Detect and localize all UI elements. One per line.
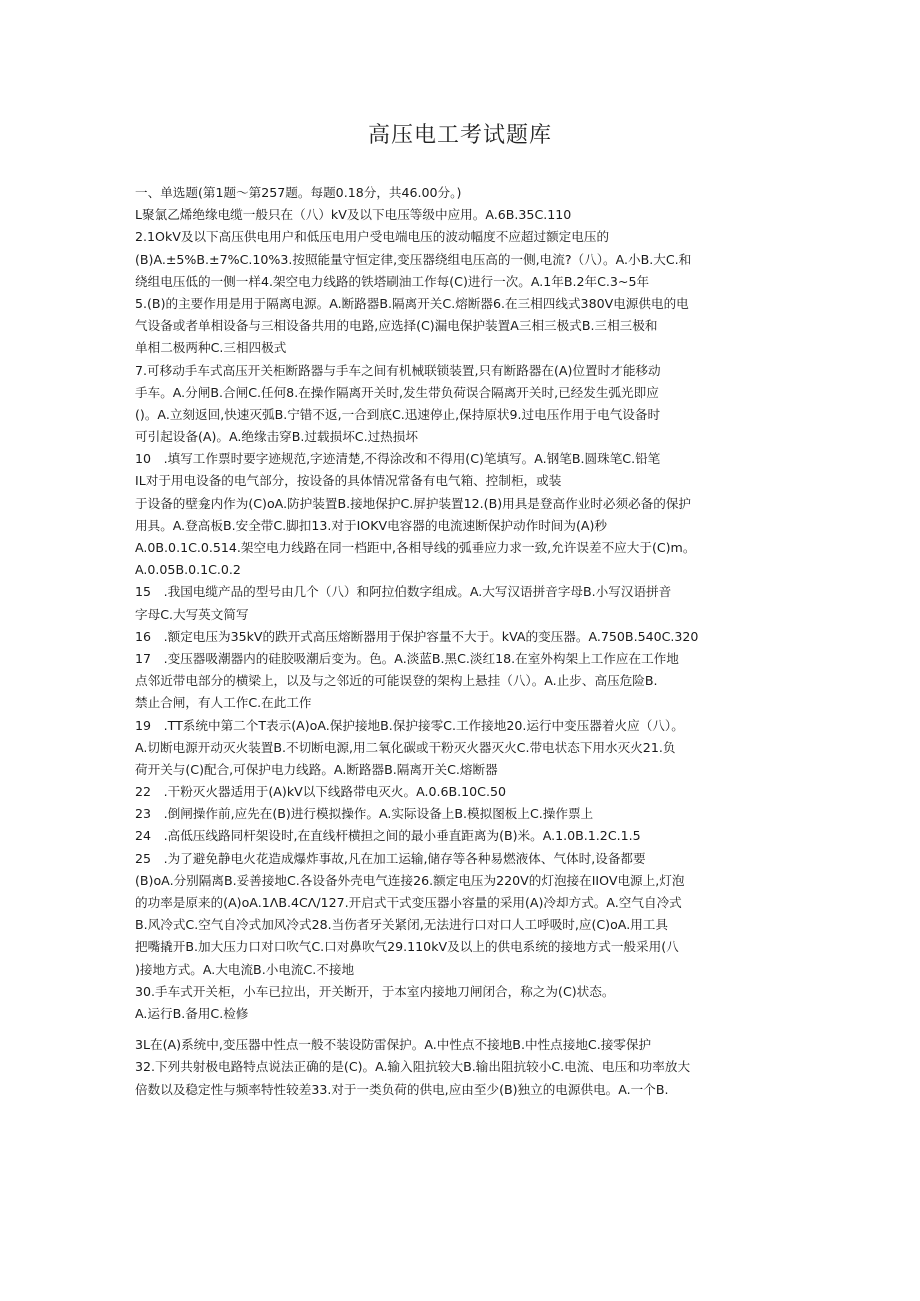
text-line: L聚氯乙烯绝缘电缆一般只在（八）kV及以下电压等级中应用。A.6B.35C.110 xyxy=(135,207,572,223)
question-block-2 xyxy=(135,1034,790,1101)
text-line: B.风冷式C.空气自冷式加风冷式28.当伤者牙关紧闭,无法进行口对口人工呼吸时,应(C)oA.用工具 xyxy=(135,917,668,933)
text-line: 15 .我国电缆产品的型号由几个（八）和阿拉伯数字组成。A.大写汉语拼音字母B.小写汉语拼音 xyxy=(135,584,672,600)
question-list xyxy=(135,182,790,1101)
text-line: 点邻近带电部分的横梁上，以及与之邻近的可能误登的架构上悬挂（八）。A.止步、高压危险B. xyxy=(135,673,658,689)
text-line: 的功率是原来的(A)oA.1ΛB.4CΛ∕127.开启式干式变压器小容量的采用(A)冷却方式。A.空气自冷式 xyxy=(135,895,682,910)
text-line: 绕组电压低的一侧一样4.架空电力线路的铁塔刷油工作每(C)进行一次。A.1年B.2年C.3~5年 xyxy=(135,273,650,289)
text-line: 荷开关与(C)配合,可保护电力线路。A.断路器B.隔离开关C.熔断器 xyxy=(135,761,498,777)
text-line: 22 .干粉灭火器适用于(A)kV以下线路带电灭火。A.0.6B.10C.50 xyxy=(135,784,506,800)
text-line: 字母C.大写英文简写 xyxy=(135,606,249,622)
text-line: 倍数以及稳定性与频率特性较差33.对于一类负荷的供电,应由至少(B)独立的电源供电。A.一个B. xyxy=(135,1081,669,1097)
text-line: A.切断电源开动灭火装置B.不切断电源,用二氧化碳或干粉灭火器灭火C.带电状态下用水灭火21.负 xyxy=(135,739,676,755)
text-line: 一、单选题(第1题～第257题。每题0.18分，共46.00分。) xyxy=(135,185,462,200)
text-line: 手车。A.分闸B.合闸C.任何8.在操作隔离开关时,发生带负荷误合隔离开关时,已经发生弧光即应 xyxy=(135,384,659,400)
text-line: 16 .额定电压为35kV的跌开式高压熔断器用于保护容量不大于。kVA的变压器。A.750B.540C.320 xyxy=(135,628,699,644)
text-line: 气设备或者单相设备与三相设备共用的电路,应选择(C)漏电保护装置A三相三极式B.三相三极和 xyxy=(135,318,658,334)
text-line: A.0B.0.1C.0.514.架空电力线路在同一档距中,各相导线的弧垂应力求一致,允许误差不应大于(C)m。 xyxy=(135,540,696,555)
text-line: 5.(B)的主要作用是用于隔离电源。A.断路器B.隔离开关C.熔断器6.在三相四线式380V电源供电的电 xyxy=(135,295,689,311)
text-line: 25 .为了避免静电火花造成爆炸事故,凡在加工运输,储存等各种易燃液体、气体时,设备都要 xyxy=(135,850,646,866)
text-line: 19 .TT系统中第二个T表示(A)oA.保护接地B.保护接零C.工作接地20.运行中变压器着火应（八）。 xyxy=(135,717,684,733)
text-line: 32.下列共射极电路特点说法正确的是(C)。A.输入阻抗较大B.输出阻抗较小C.电流、电压和功率放大 xyxy=(135,1059,691,1075)
text-line: IL对于用电设备的电气部分，按设备的具体情况常备有电气箱、控制柜，或装 xyxy=(135,473,562,489)
text-line: 23 .倒闸操作前,应先在(B)进行模拟操作。A.实际设备上B.模拟图板上C.操作票上 xyxy=(135,806,594,822)
text-line: 禁止合闸，有人工作C.在此工作 xyxy=(135,695,312,711)
text-line: A.0.05B.0.1C.0.2 xyxy=(135,562,241,578)
text-line: (B)A.±5%B.±7%C.10%3.按照能量守恒定律,变压器绕组电压高的一侧,电流?（八）。A.小B.大C.和 xyxy=(135,251,692,267)
text-line: ()。A.立刻返回,快速灭弧B.宁错不返,一合到底C.迅速停止,保持原状9.过电压作用于电气设备时 xyxy=(135,406,661,422)
text-line: A.运行B.备用C.检修 xyxy=(135,1005,249,1021)
text-line: 可引起设备(A)。A.绝缘击穿B.过载损坏C.过热损坏 xyxy=(135,429,418,445)
text-line: 7.可移动手车式高压开关柜断路器与手车之间有机械联锁装置,只有断路器在(A)位置时才能移动 xyxy=(135,362,661,378)
text-line: 24 .高低压线路同杆架设时,在直线杆横担之间的最小垂直距离为(B)米。A.1.0B.1.2C.1.5 xyxy=(135,828,641,844)
text-line: 单相二极两种C.三相四极式 xyxy=(135,340,287,356)
text-line: 30.手车式开关柜，小车已拉出，开关断开，于本室内接地刀闸闭合，称之为(C)状态。 xyxy=(135,983,615,999)
text-line: )接地方式。A.大电流B.小电流C.不接地 xyxy=(135,961,355,977)
text-line: 用具。A.登高板B.安全带C.脚扣13.对于IOKV电容器的电流速断保护动作时间为(A)秒 xyxy=(135,517,608,533)
question-block-1 xyxy=(135,182,790,1025)
text-line: 2.1OkV及以下高压供电用户和低压电用户受电端电压的波动幅度不应超过额定电压的 xyxy=(135,229,610,245)
text-line: 把嘴撬开B.加大压力口对口吹气C.口对鼻吹气29.110kV及以上的供电系统的接地方式一般采用(八 xyxy=(135,939,679,955)
text-line: 17 .变压器吸潮器内的硅胶吸潮后变为。色。A.淡蓝B.黑C.淡红18.在室外构架上工作应在工作地 xyxy=(135,650,679,666)
text-line: 于设备的壁龛内作为(C)oA.防护装置B.接地保护C.屏护装置12.(B)用具是登高作业时必须必备的保护 xyxy=(135,495,692,511)
text-line: (B)oA.分别隔离B.妥善接地C.各设备外壳电气连接26.额定电压为220V的灯泡接在IIOV电源上,灯泡 xyxy=(135,872,685,888)
text-line: 10 .填写工作票时要字迹规范,字迹清楚,不得涂改和不得用(C)笔填写。A.钢笔B.圆珠笔C.铅笔 xyxy=(135,451,661,467)
paragraph-gap xyxy=(135,1025,790,1034)
document-title: 高压电工考试题库 xyxy=(367,123,552,148)
text-line: 3L在(A)系统中,变压器中性点一般不装设防雷保护。A.中性点不接地B.中性点接地C.接零保护 xyxy=(135,1037,652,1053)
